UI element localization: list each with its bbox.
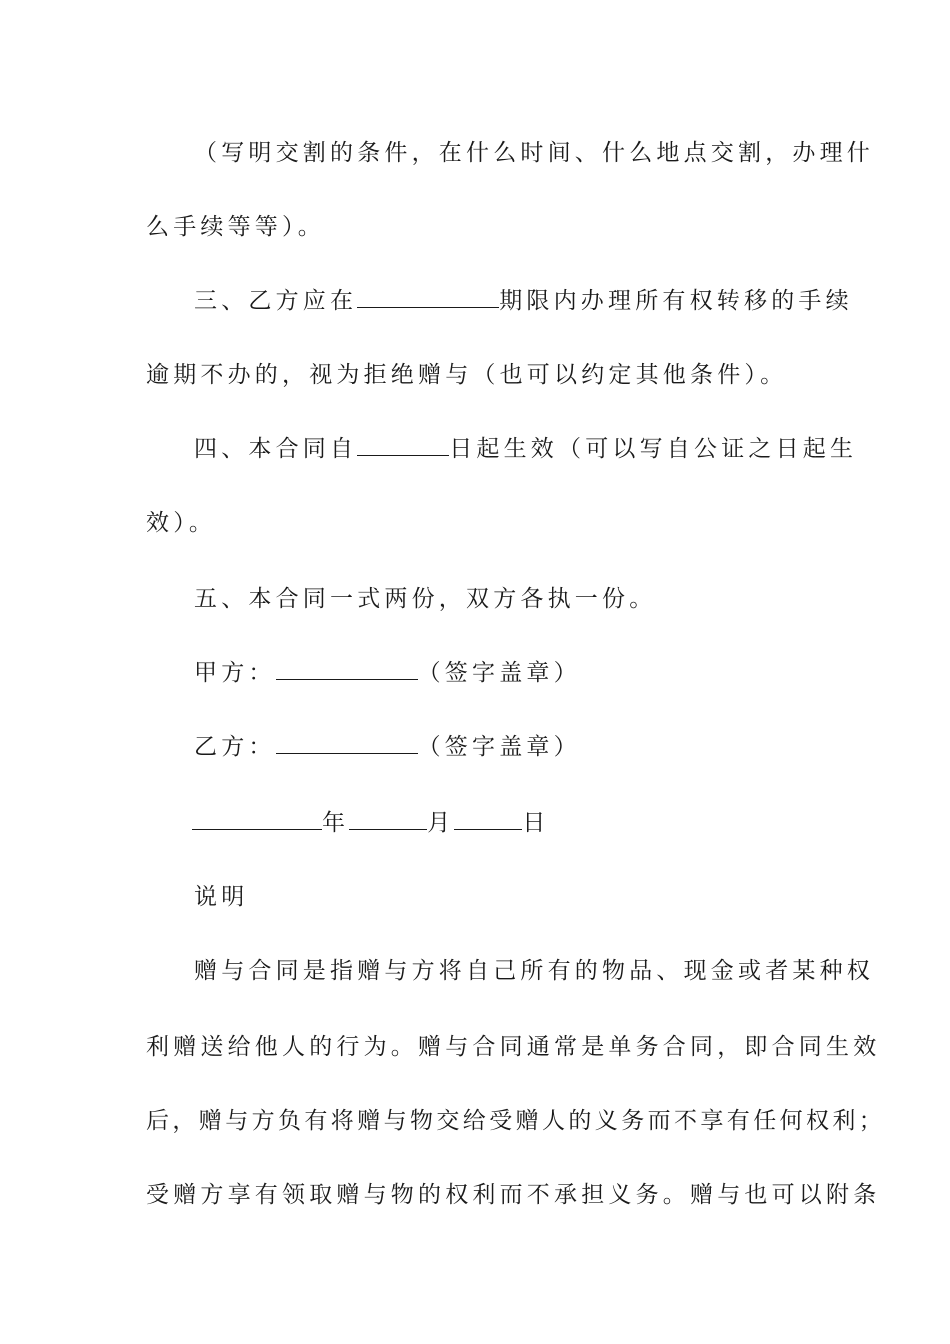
paragraph-line: 赠与合同是指赠与方将自己所有的物品、现金或者某种权 [194,958,874,984]
clause-4-line [194,434,864,464]
clause-4-prefix: 四、本合同自 [194,436,358,462]
party-b-label: 乙方： [194,734,276,760]
month-blank [349,809,427,830]
paragraph-line: 后，赠与方负有将赠与物交给受赠人的义务而不享有任何权利； [146,1108,886,1134]
paragraph-line: 么手续等等）。 [146,214,325,240]
party-b-sign-note: （签字盖章） [417,734,581,760]
clause-3-prefix: 三、乙方应在 [194,288,358,314]
paragraph-line: 受赠方享有领取赠与物的权利而不承担义务。赠与也可以附条 [146,1182,881,1208]
clause-4-suffix: 日起生效（可以写自公证之日起生 [449,436,858,462]
party-a-label: 甲方： [194,660,276,686]
paragraph-line: 逾期不办的，视为拒绝赠与（也可以约定其他条件）。 [146,362,788,388]
party-b-signature-blank [276,733,418,754]
year-label: 年 [322,810,350,836]
clause-4-blank [357,435,449,456]
paragraph-line: （写明交割的条件，在什么时间、什么地点交割，办理什 [194,140,874,166]
day-blank [454,809,522,830]
clause-5-line: 五、本合同一式两份，双方各执一份。 [194,586,657,612]
party-b-signature-line [194,732,864,762]
year-blank [192,809,322,830]
date-line [192,808,862,838]
party-a-signature-blank [276,659,418,680]
section-heading: 说明 [194,884,249,910]
clause-3-line [194,286,864,316]
clause-3-blank [357,287,499,308]
party-a-signature-line [194,658,864,688]
paragraph-line: 效）。 [146,510,217,536]
paragraph-line: 利赠送给他人的行为。赠与合同通常是单务合同，即合同生效 [146,1034,881,1060]
month-label: 月 [427,810,455,836]
party-a-sign-note: （签字盖章） [417,660,581,686]
day-label: 日 [522,810,550,836]
clause-3-suffix: 期限内办理所有权转移的手续 [499,288,853,314]
